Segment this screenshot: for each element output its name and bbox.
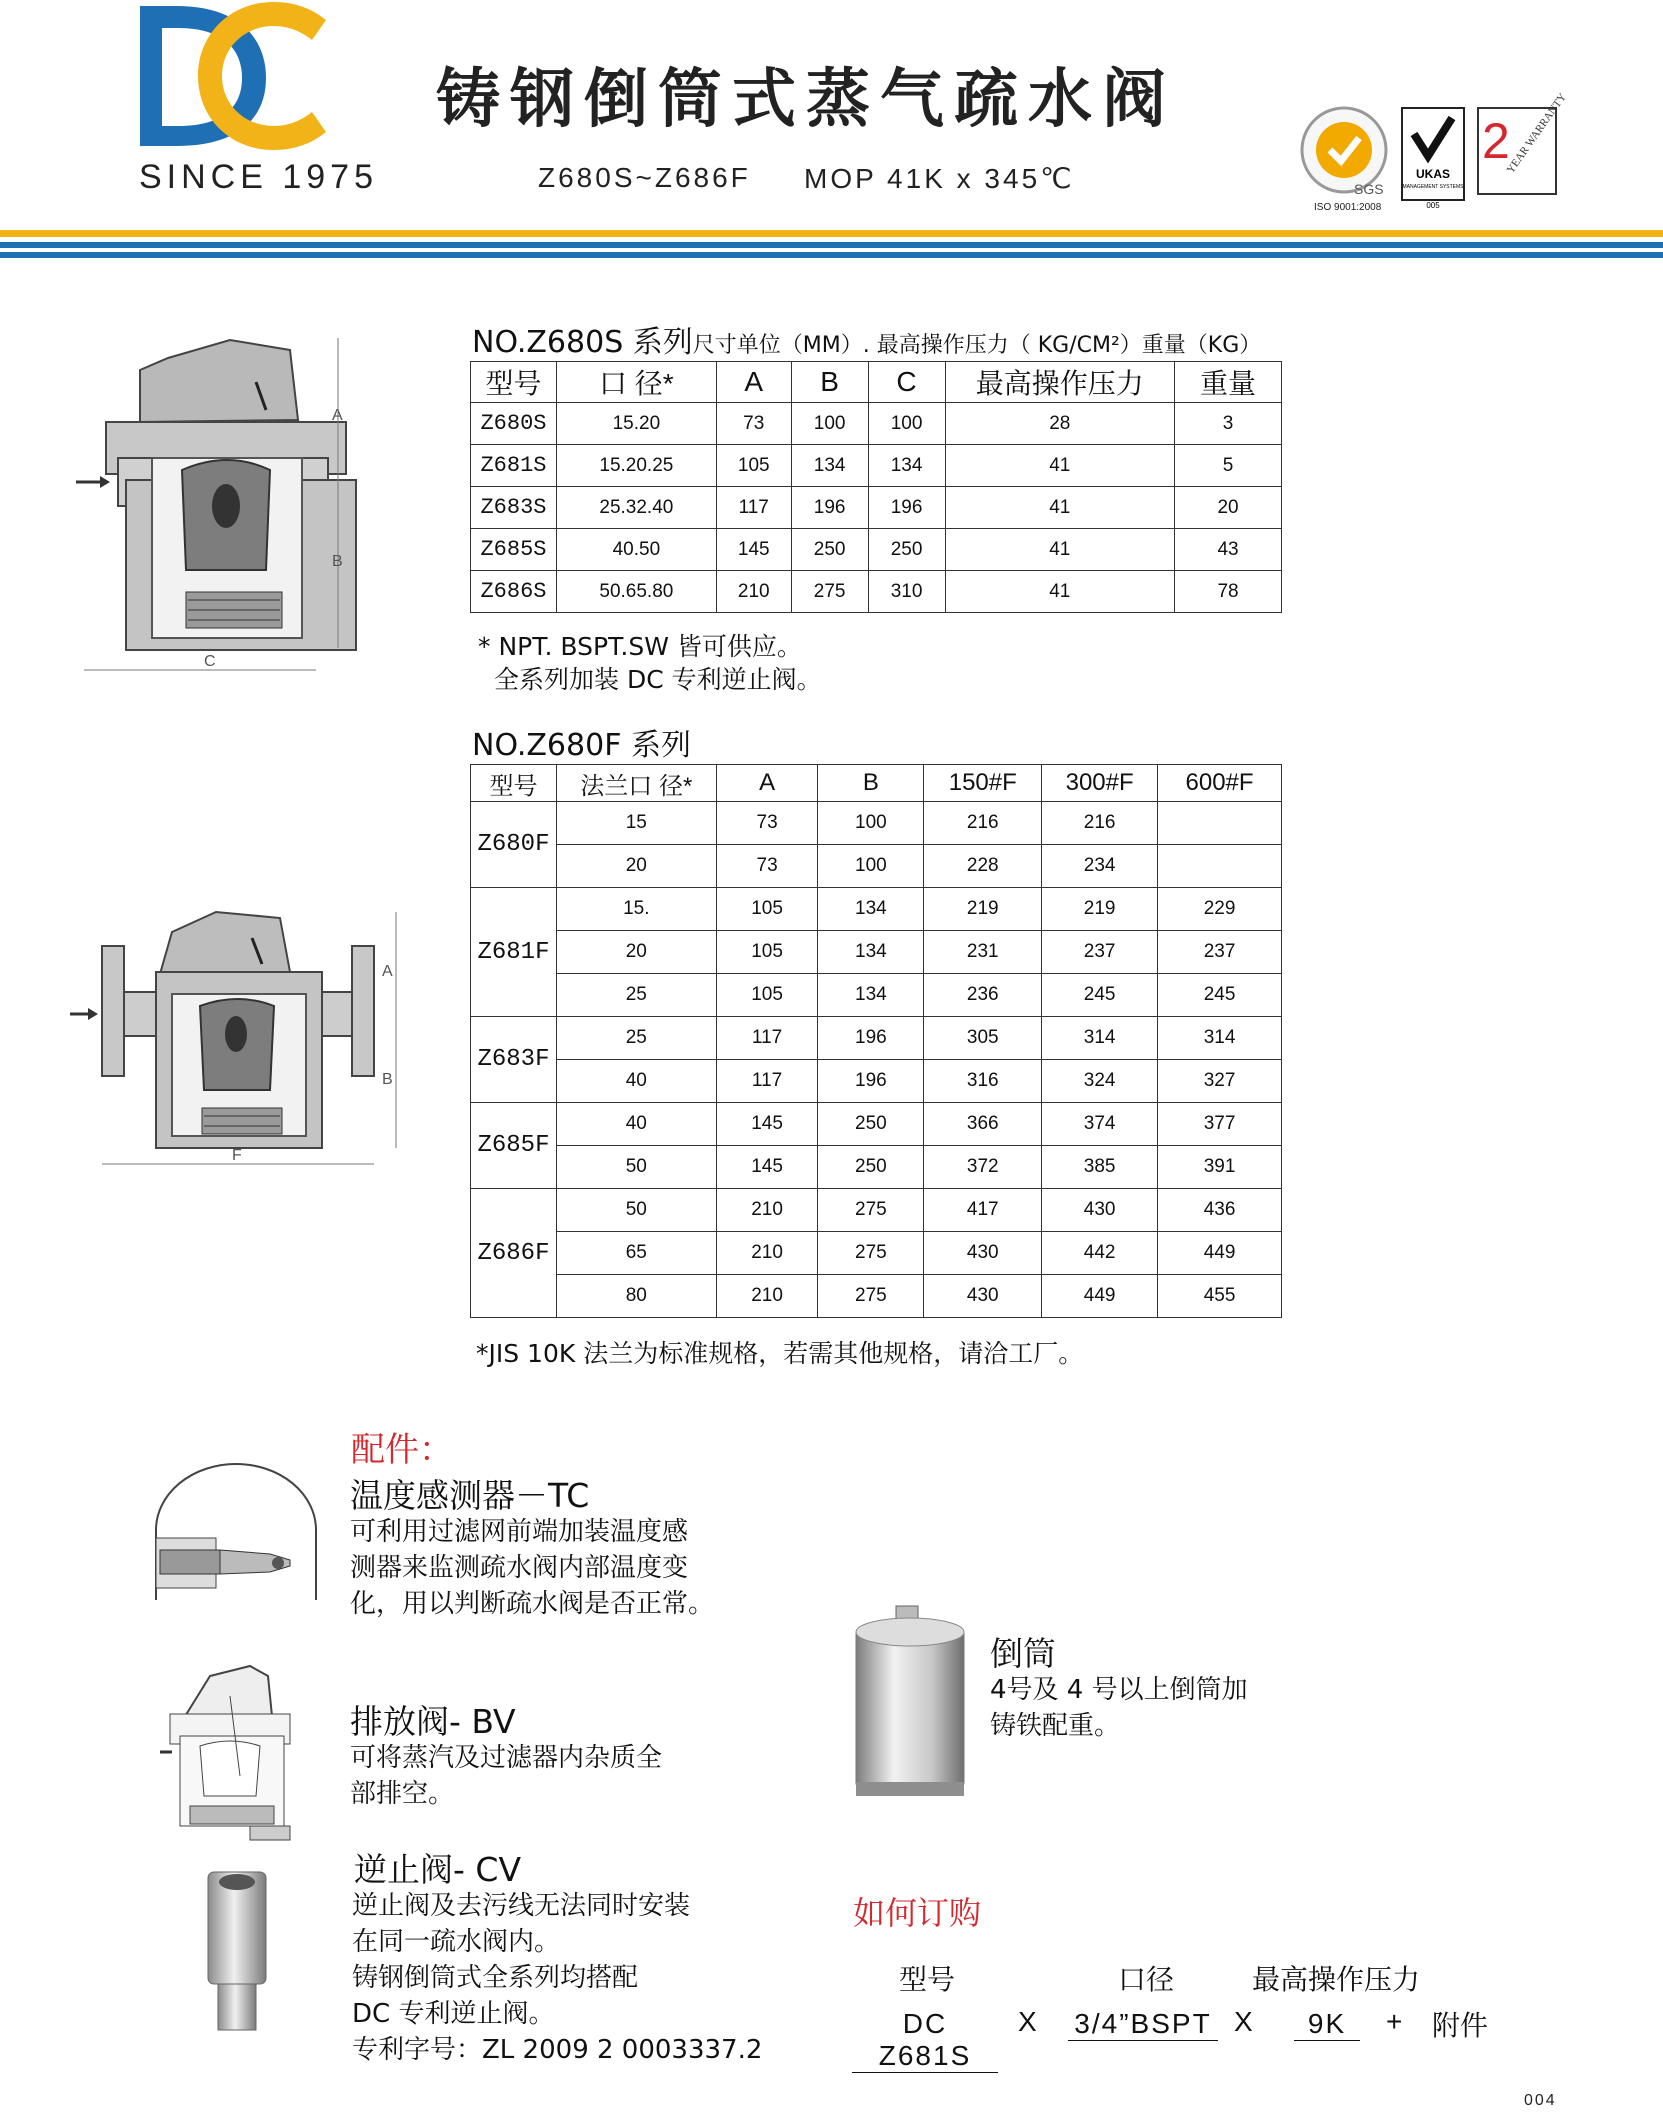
dim-a-label: A <box>332 407 343 424</box>
ukas-num: 005 <box>1426 201 1440 210</box>
table-row <box>471 1189 1282 1232</box>
cell-model: Z685S <box>471 529 557 571</box>
table-cell: 237 <box>1042 931 1158 974</box>
table-cell: 100 <box>791 403 868 445</box>
table-cell: 117 <box>716 487 791 529</box>
table-row <box>471 445 1282 487</box>
table2-note: *JIS 10K 法兰为标准规格，若需其他规格，请洽工厂。 <box>476 1339 1084 1368</box>
table-cell: 455 <box>1158 1275 1282 1318</box>
table-cell <box>1158 802 1282 845</box>
table1-col-header: 型号 <box>471 362 557 403</box>
table-cell: 100 <box>818 845 924 888</box>
dim-a-label: A <box>382 963 393 980</box>
table-cell: 65 <box>556 1232 716 1275</box>
table-cell: 41 <box>945 571 1175 613</box>
table-cell: 366 <box>924 1103 1042 1146</box>
table-cell: 40 <box>556 1103 716 1146</box>
table1-col-header: 重量 <box>1175 362 1282 403</box>
table-cell: 105 <box>716 931 818 974</box>
table-cell: 430 <box>924 1232 1042 1275</box>
table-cell: 40.50 <box>556 529 716 571</box>
table-cell: 73 <box>716 403 791 445</box>
table-cell: 229 <box>1158 888 1282 931</box>
dim-c-label: C <box>204 653 216 670</box>
dim-f-label: F <box>232 1147 242 1164</box>
table-cell: 41 <box>945 445 1175 487</box>
temperature-sensor-image <box>150 1460 316 1600</box>
tc-line: 可利用过滤网前端加装温度感 <box>350 1517 689 1547</box>
blowdown-valve-image <box>160 1656 300 1846</box>
table-cell: 245 <box>1158 974 1282 1017</box>
cell-model: Z680F <box>471 802 557 888</box>
table1 <box>470 361 1282 613</box>
cv-description <box>352 1888 762 2068</box>
table-row <box>471 1232 1282 1275</box>
cell-model: Z681S <box>471 445 557 487</box>
bucket-line: 4号及 4 号以上倒筒加 <box>990 1675 1248 1705</box>
table1-title-units: 尺寸单位（MM）. 最高操作压力（ KG/CM²）重量（KG） <box>692 333 1262 358</box>
table-row <box>471 845 1282 888</box>
table-cell: 196 <box>818 1017 924 1060</box>
order-x-1: X <box>1018 2006 1039 2037</box>
table1-title <box>472 317 1261 361</box>
table-cell: 430 <box>1042 1189 1158 1232</box>
table-row <box>471 1103 1282 1146</box>
cv-line: 专利字号：ZL 2009 2 0003337.2 <box>352 2035 763 2065</box>
bv-description <box>350 1740 662 1812</box>
cv-line: 铸钢倒筒式全系列均搭配 <box>352 1963 639 1993</box>
table-cell: 385 <box>1042 1146 1158 1189</box>
table1-header-row <box>471 362 1282 403</box>
bucket-line: 铸铁配重。 <box>990 1711 1121 1741</box>
table-cell: 196 <box>818 1060 924 1103</box>
table-cell: 449 <box>1042 1275 1158 1318</box>
table1-title-main: NO.Z680S 系列 <box>472 325 693 360</box>
table-cell: 50 <box>556 1189 716 1232</box>
ukas-text: UKAS <box>1415 167 1451 181</box>
table2-col-header: 150#F <box>924 765 1042 802</box>
warranty-text: YEAR WARRANTY <box>1504 91 1569 176</box>
table2-title: NO.Z680F 系列 <box>472 728 691 763</box>
table-cell: 40 <box>556 1060 716 1103</box>
table-row <box>471 403 1282 445</box>
table-cell: 210 <box>716 571 791 613</box>
table-cell <box>1158 845 1282 888</box>
iso-text: ISO 9001:2008 <box>1314 202 1382 213</box>
cell-model: Z681F <box>471 888 557 1017</box>
warranty-num: 2 <box>1482 113 1510 169</box>
table-cell: 15. <box>556 888 716 931</box>
page-number: 004 <box>1524 2092 1557 2109</box>
table-cell: 50.65.80 <box>556 571 716 613</box>
since-label: SINCE 1975 <box>139 158 378 196</box>
table-cell: 327 <box>1158 1060 1282 1103</box>
table-cell: 210 <box>716 1189 818 1232</box>
table-cell: 28 <box>945 403 1175 445</box>
table-cell: 41 <box>945 529 1175 571</box>
table-cell: 20 <box>556 931 716 974</box>
table2-header-row <box>471 765 1282 802</box>
order-label-pressure: 最高操作压力 <box>1252 1963 1421 1996</box>
table-cell: 50 <box>556 1146 716 1189</box>
table-row <box>471 487 1282 529</box>
table-cell: 275 <box>818 1232 924 1275</box>
table-row <box>471 1275 1282 1318</box>
bucket-description <box>990 1672 1248 1744</box>
table-cell: 237 <box>1158 931 1282 974</box>
table-cell: 73 <box>716 845 818 888</box>
table-cell: 219 <box>924 888 1042 931</box>
table-cell: 417 <box>924 1189 1042 1232</box>
trap-diagram-screwed <box>70 330 360 680</box>
mop-rating: MOP 41K x 345℃ <box>804 163 1075 194</box>
order-plus: + <box>1386 2006 1405 2037</box>
table-cell: 100 <box>818 802 924 845</box>
table-cell: 105 <box>716 445 791 487</box>
order-value-pressure: 9K <box>1294 2008 1360 2041</box>
table-cell: 210 <box>716 1232 818 1275</box>
order-x-2: X <box>1234 2006 1255 2037</box>
table-cell: 20 <box>1175 487 1282 529</box>
table-cell: 324 <box>1042 1060 1158 1103</box>
tc-description <box>350 1514 714 1622</box>
table-row <box>471 1146 1282 1189</box>
cv-title: 逆止阀- CV <box>354 1850 522 1889</box>
table-cell: 316 <box>924 1060 1042 1103</box>
dim-b-label: B <box>332 553 343 570</box>
table-cell: 41 <box>945 487 1175 529</box>
cell-model: Z685F <box>471 1103 557 1189</box>
cell-model: Z683F <box>471 1017 557 1103</box>
table2-col-header: B <box>818 765 924 802</box>
table-cell: 442 <box>1042 1232 1158 1275</box>
table-cell: 78 <box>1175 571 1282 613</box>
sgs-text: SGS <box>1354 181 1384 197</box>
table-cell: 216 <box>1042 802 1158 845</box>
header-stripe-yellow <box>0 230 1663 237</box>
table-cell: 275 <box>818 1275 924 1318</box>
table-cell: 15.20 <box>556 403 716 445</box>
order-label-model: 型号 <box>899 1963 956 1996</box>
table-cell: 228 <box>924 845 1042 888</box>
table2-col-header: 法兰口 径* <box>556 765 716 802</box>
table-cell: 145 <box>716 1146 818 1189</box>
table-cell: 372 <box>924 1146 1042 1189</box>
table-cell: 234 <box>1042 845 1158 888</box>
bucket-title: 倒筒 <box>990 1634 1056 1673</box>
table-cell: 245 <box>1042 974 1158 1017</box>
table-cell: 5 <box>1175 445 1282 487</box>
dc-logo <box>136 0 332 150</box>
cv-line: DC 专利逆止阀。 <box>352 1999 555 2029</box>
table-cell: 100 <box>868 403 945 445</box>
table-cell: 15.20.25 <box>556 445 716 487</box>
table-cell: 250 <box>818 1146 924 1189</box>
cell-model: Z680S <box>471 403 557 445</box>
table-cell: 117 <box>716 1017 818 1060</box>
table-cell: 20 <box>556 845 716 888</box>
ukas-sub: MANAGEMENT SYSTEMS <box>1402 184 1464 190</box>
table-cell: 134 <box>818 931 924 974</box>
table1-note-1: * NPT. BSPT.SW 皆可供应。 <box>478 632 802 661</box>
table-row <box>471 974 1282 1017</box>
model-range: Z680S~Z686F <box>538 162 751 193</box>
table-row <box>471 931 1282 974</box>
header-stripe-blue-2 <box>0 252 1663 258</box>
trap-diagram-flanged <box>66 902 406 1172</box>
table-cell: 80 <box>556 1275 716 1318</box>
table-row <box>471 888 1282 931</box>
table1-col-header: 最高操作压力 <box>945 362 1175 403</box>
table1-col-header: C <box>868 362 945 403</box>
table-cell: 250 <box>791 529 868 571</box>
tc-line: 测器来监测疏水阀内部温度变 <box>350 1553 689 1583</box>
table-cell: 3 <box>1175 403 1282 445</box>
table-cell: 430 <box>924 1275 1042 1318</box>
dim-b-label: B <box>382 1071 393 1088</box>
table-cell: 314 <box>1158 1017 1282 1060</box>
table-cell: 210 <box>716 1275 818 1318</box>
table-row <box>471 529 1282 571</box>
table-cell: 196 <box>868 487 945 529</box>
order-value-model: DC Z681S <box>852 2008 998 2073</box>
page-title: 铸钢倒筒式蒸气疏水阀 <box>436 63 1176 137</box>
table1-note-2: 全系列加装 DC 专利逆止阀。 <box>494 665 822 694</box>
table-cell: 216 <box>924 802 1042 845</box>
cv-line: 在同一疏水阀内。 <box>352 1927 561 1957</box>
accessories-heading: 配件： <box>351 1430 453 1470</box>
table-cell: 43 <box>1175 529 1282 571</box>
table1-col-header: B <box>791 362 868 403</box>
table-row <box>471 1060 1282 1103</box>
table-cell: 134 <box>791 445 868 487</box>
table-cell: 377 <box>1158 1103 1282 1146</box>
table-cell: 374 <box>1042 1103 1158 1146</box>
table-cell: 250 <box>868 529 945 571</box>
table2 <box>470 764 1282 1318</box>
table-cell: 117 <box>716 1060 818 1103</box>
table-cell: 391 <box>1158 1146 1282 1189</box>
table2-col-header: A <box>716 765 818 802</box>
table-cell: 231 <box>924 931 1042 974</box>
table-row <box>471 571 1282 613</box>
table-cell: 25 <box>556 1017 716 1060</box>
table-cell: 145 <box>716 1103 818 1146</box>
table-cell: 25.32.40 <box>556 487 716 529</box>
table-cell: 310 <box>868 571 945 613</box>
tc-title: 温度感测器－TC <box>350 1476 590 1515</box>
order-heading: 如何订购 <box>853 1894 982 1932</box>
table-cell: 449 <box>1158 1232 1282 1275</box>
table-cell: 134 <box>818 888 924 931</box>
table-cell: 219 <box>1042 888 1158 931</box>
table2-col-header: 600#F <box>1158 765 1282 802</box>
table1-col-header: 口 径* <box>556 362 716 403</box>
table-cell: 73 <box>716 802 818 845</box>
table-cell: 250 <box>818 1103 924 1146</box>
table1-col-header: A <box>716 362 791 403</box>
table-cell: 134 <box>818 974 924 1017</box>
cv-line: 逆止阀及去污线无法同时安装 <box>352 1891 691 1921</box>
cell-model: Z686F <box>471 1189 557 1318</box>
bv-line: 部排空。 <box>350 1779 455 1809</box>
table-cell: 314 <box>1042 1017 1158 1060</box>
table-cell: 105 <box>716 974 818 1017</box>
table-cell: 105 <box>716 888 818 931</box>
table-cell: 275 <box>791 571 868 613</box>
table-row <box>471 1017 1282 1060</box>
tc-line: 化，用以判断疏水阀是否正常。 <box>350 1589 715 1619</box>
bv-line: 可将蒸汽及过滤器内杂质全 <box>350 1743 663 1773</box>
table2-col-header: 300#F <box>1042 765 1158 802</box>
cell-model: Z683S <box>471 487 557 529</box>
table-cell: 436 <box>1158 1189 1282 1232</box>
table2-col-header: 型号 <box>471 765 557 802</box>
certification-badges <box>1296 91 1569 216</box>
header-stripe-blue-1 <box>0 242 1663 248</box>
order-value-size: 3/4”BSPT <box>1068 2008 1218 2041</box>
order-label-size: 口径 <box>1118 1963 1175 1996</box>
order-accessory: 附件 <box>1432 2009 1489 2042</box>
table-row <box>471 802 1282 845</box>
table-cell: 275 <box>818 1189 924 1232</box>
sgs-badge <box>1296 91 1569 216</box>
bv-title: 排放阀- BV <box>350 1702 516 1741</box>
table-cell: 236 <box>924 974 1042 1017</box>
table-cell: 145 <box>716 529 791 571</box>
table-cell: 305 <box>924 1017 1042 1060</box>
inverted-bucket-image <box>848 1606 972 1806</box>
table-cell: 134 <box>868 445 945 487</box>
table-cell: 15 <box>556 802 716 845</box>
cell-model: Z686S <box>471 571 557 613</box>
table-cell: 25 <box>556 974 716 1017</box>
check-valve-image <box>204 1868 270 2032</box>
table-cell: 196 <box>791 487 868 529</box>
